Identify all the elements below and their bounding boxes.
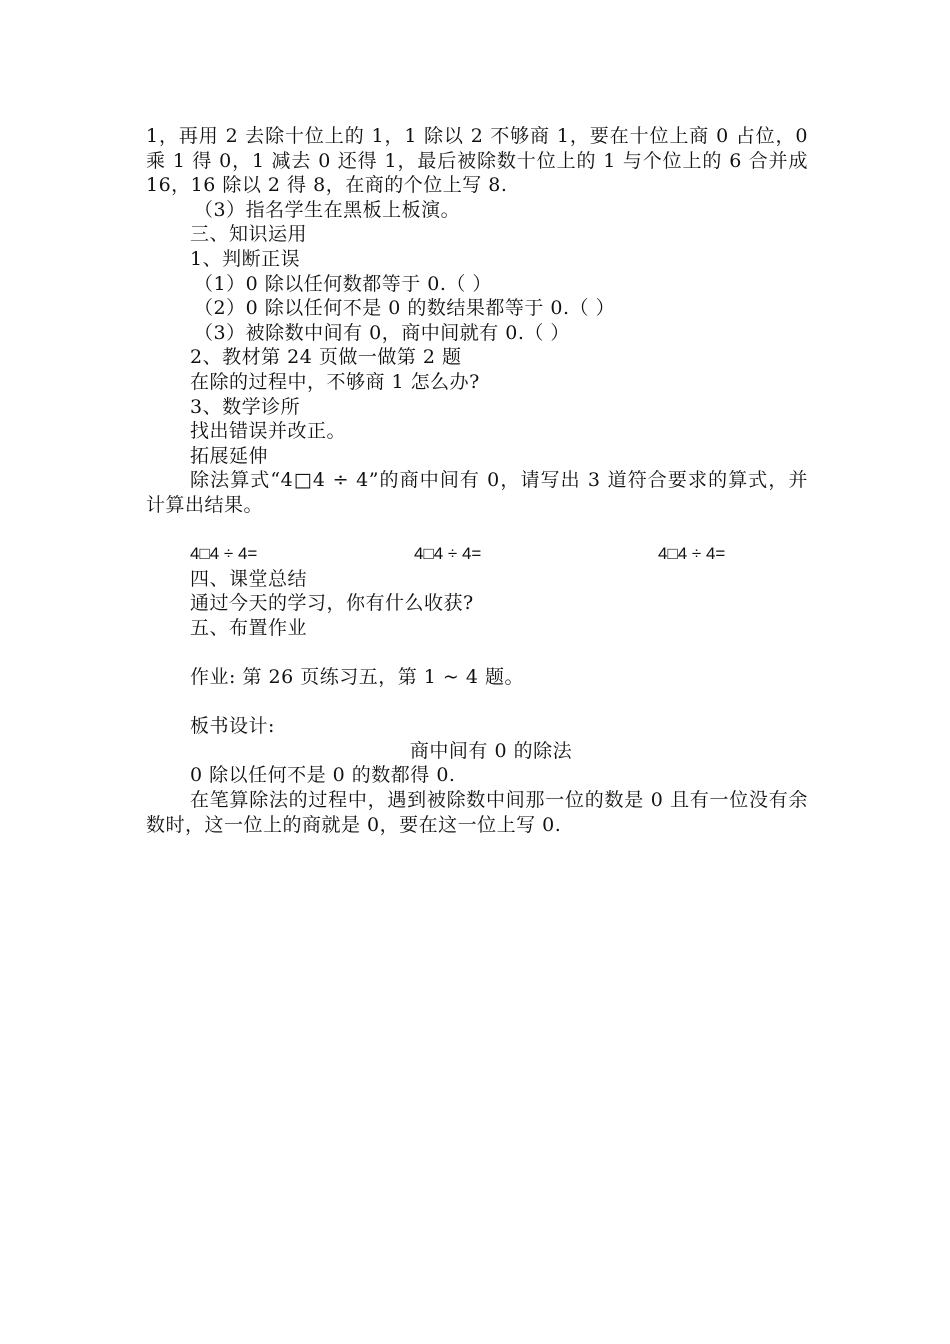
blank-line — [146, 518, 808, 543]
extend-text: 除法算式“4□4 ÷ 4”的商中间有 0，请写出 3 道符合要求的算式，并计算出结果。 — [146, 469, 808, 516]
board-design-label: 板书设计: — [190, 715, 275, 738]
formula-blank-1: 4□4 ÷ 4= — [190, 544, 258, 564]
q1-item-3: （3）被除数中间有 0，商中间就有 0.（ ） — [194, 321, 570, 344]
q2-text: 在除的过程中，不够商 1 怎么办? — [190, 370, 480, 393]
board-rule-2: 在笔算除法的过程中，遇到被除数中间那一位的数是 0 且有一位没有余数时，这一位上的商就是 0，要在这一位上写 0. — [146, 789, 808, 836]
q1-heading: 1、判断正误 — [190, 247, 301, 270]
continuation-paragraph: 1，再用 2 去除十位上的 1，1 除以 2 不够商 1，要在十位上商 0 占位，0 乘 1 得 0，1 减去 0 还得 1，最后被除数十位上的 1 与个位上的 6 合并成 16，16 除以 2 得 8，在商的个位上写 8. — [146, 125, 808, 197]
blank-line — [146, 640, 808, 665]
section-3-heading: 三、知识运用 — [190, 223, 308, 246]
q3-text: 找出错误并改正。 — [190, 420, 347, 443]
board-design-title: 商中间有 0 的除法 — [409, 739, 573, 762]
q2-heading: 2、教材第 24 页做一做第 2 题 — [190, 346, 462, 369]
step-3-text: （3）指名学生在黑板上板演。 — [194, 198, 461, 221]
homework-text: 作业: 第 26 页练习五，第 1 ~ 4 题。 — [190, 666, 524, 689]
q3-heading: 3、数学诊所 — [190, 395, 301, 418]
extend-heading: 拓展延伸 — [190, 444, 269, 467]
section-4-heading: 四、课堂总结 — [190, 567, 308, 590]
q1-item-2: （2）0 除以任何不是 0 的数结果都等于 0.（ ） — [194, 297, 616, 320]
formula-row — [146, 542, 808, 567]
formula-blank-3: 4□4 ÷ 4= — [658, 544, 726, 564]
q1-item-1: （1）0 除以任何数都等于 0.（ ） — [194, 272, 492, 295]
section-4-text: 通过今天的学习，你有什么收获? — [190, 592, 474, 615]
document-body — [146, 124, 808, 837]
blank-line — [146, 690, 808, 715]
board-rule-1: 0 除以任何不是 0 的数都得 0. — [190, 764, 456, 787]
section-5-heading: 五、布置作业 — [190, 616, 308, 639]
formula-blank-2: 4□4 ÷ 4= — [414, 544, 482, 564]
